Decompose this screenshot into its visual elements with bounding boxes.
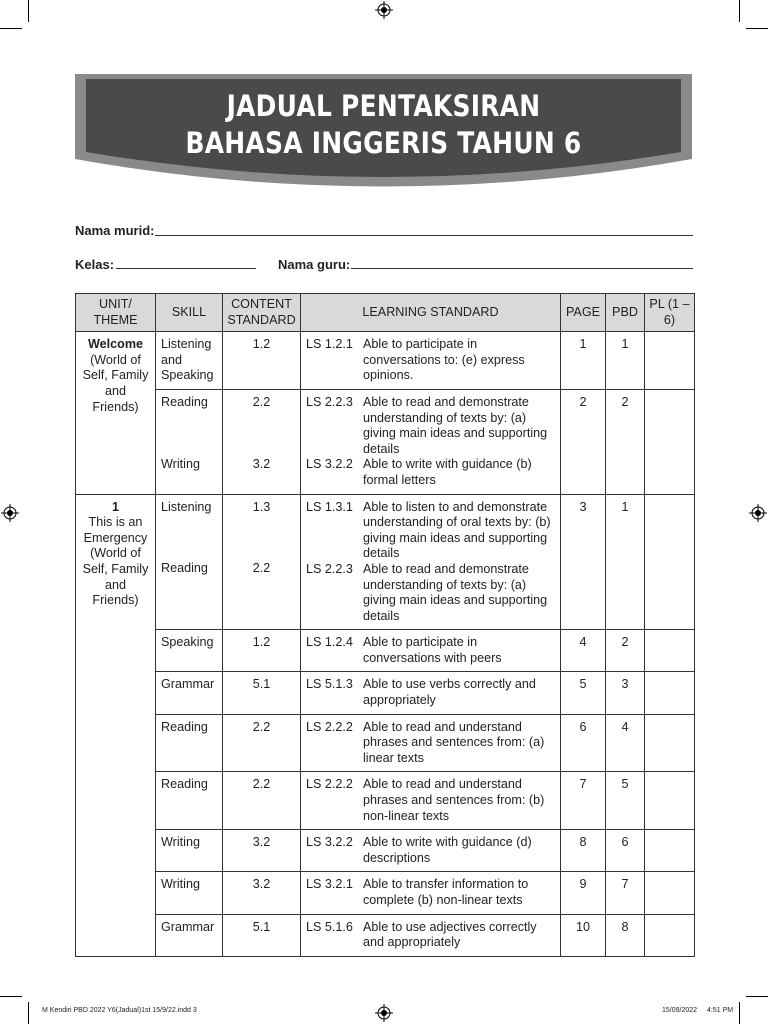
skill-label: Grammar [161,677,215,692]
content-standard-cell [223,872,301,914]
pl-cell[interactable] [645,830,695,872]
unit-name: 1 [111,499,119,514]
title-line-1: JADUAL PENTAKSIRAN [226,89,541,123]
page-cell: 8 [561,830,606,872]
crop-mark [739,1002,740,1024]
skill-cell [156,914,223,956]
learning-standard-description: Able to use adjectives correctly and appropriately [363,919,537,950]
page-cell: 2 [561,389,606,494]
learning-standard-entry [306,337,555,384]
pbd-cell: 1 [606,494,645,630]
learning-standard-code: LS 5.1.3 [306,677,353,692]
crop-mark [746,996,768,997]
pl-cell[interactable] [645,630,695,672]
learning-standard-code: LS 2.2.3 [306,394,353,409]
learning-standard-cell [301,672,561,714]
skill-cell [156,772,223,830]
learning-standard-entry [306,835,555,866]
header-pbd: PBD [606,294,645,332]
pl-cell[interactable] [645,389,695,494]
content-standard-cell [223,672,301,714]
content-standard-value: 5.1 [252,919,271,934]
content-standard-value: 1.2 [252,337,271,352]
table-row [76,714,695,772]
skill-label: Speaking [161,635,214,650]
crop-mark [28,1002,29,1024]
learning-standard-entry [306,777,555,824]
content-standard-value: 2.2 [252,719,271,734]
content-standard-cell [223,830,301,872]
header-content-standard: CONTENT STANDARD [223,294,301,332]
learning-standard-cell [301,714,561,772]
pbd-cell: 4 [606,714,645,772]
pbd-cell: 3 [606,672,645,714]
skill-label: Writing [161,456,200,471]
unit-theme: This is an Emergency (World of Self, Family and Friends) [82,515,149,608]
header-page: PAGE [561,294,606,332]
crop-mark [739,0,740,22]
pl-cell[interactable] [645,714,695,772]
unit-theme: (World of Self, Family and Friends) [82,352,149,414]
learning-standard-code: LS 3.2.1 [306,877,353,892]
teacher-name-field[interactable] [351,268,693,269]
content-standard-cell [223,494,301,630]
content-standard-cell [223,772,301,830]
class-label: Kelas: [75,257,115,272]
pl-cell[interactable] [645,914,695,956]
content-standard-value: 3.2 [252,456,271,471]
learning-standard-code: LS 3.2.2 [306,457,353,472]
skill-label: Reading [161,719,208,734]
registration-mark-icon [375,1004,393,1022]
pbd-cell: 2 [606,630,645,672]
unit-name: Welcome [87,337,144,352]
learning-standard-entry [306,635,555,666]
footer-file-info: M Kendiri PBD 2022 Y6(Jadual)1st 15/9/22.indd 3 [42,1007,197,1014]
table-row [76,872,695,914]
table-row [76,672,695,714]
pl-cell[interactable] [645,672,695,714]
table-row [76,914,695,956]
table-header-row [76,294,695,332]
content-standard-value: 3.2 [252,835,271,850]
skill-label: Reading [161,561,208,576]
skill-label: Listening and Speaking [161,337,214,383]
page-cell: 9 [561,872,606,914]
skill-label: Writing [161,835,200,850]
learning-standard-description: Able to listen to and demonstrate understanding of oral texts by: (b) giving main ideas and supporting details [363,499,551,561]
table-row [76,630,695,672]
learning-standard-entry [306,395,555,457]
table-row [76,494,695,630]
pl-cell[interactable] [645,872,695,914]
table-row [76,830,695,872]
pl-cell[interactable] [645,494,695,630]
student-name-label: Nama murid: [75,223,155,238]
learning-standard-description: Able to use verbs correctly and appropriately [363,677,536,708]
learning-standard-cell [301,830,561,872]
learning-standard-description: Able to read and demonstrate understanding of texts by: (a) giving main ideas and supporting details [363,561,548,623]
learning-standard-cell [301,914,561,956]
footer-time: 4:51 PM [707,1007,734,1014]
content-standard-value: 1.3 [252,499,271,514]
learning-standard-description: Able to participate in conversations to: (e) express opinions. [363,337,525,383]
content-standard-value: 2.2 [252,561,271,576]
learning-standard-cell [301,332,561,390]
content-standard-value: 3.2 [252,877,271,892]
footer-date: 15/09/2022 [662,1007,698,1014]
learning-standard-entry [306,677,555,708]
skill-cell [156,830,223,872]
learning-standard-entry [306,877,555,908]
page-cell: 4 [561,630,606,672]
learning-standard-code: LS 5.1.6 [306,919,353,934]
page-cell: 10 [561,914,606,956]
pbd-cell: 6 [606,830,645,872]
page-cell: 7 [561,772,606,830]
learning-standard-code: LS 3.2.2 [306,835,353,850]
learning-standard-description: Able to transfer information to complete (b) non-linear texts [363,877,529,907]
learning-standard-cell [301,872,561,914]
learning-standard-entry [306,720,555,767]
teacher-name-label: Nama guru: [278,257,351,272]
learning-standard-cell [301,772,561,830]
content-standard-cell [223,630,301,672]
header-learning-standard: LEARNING STANDARD [301,294,561,332]
content-standard-value: 5.1 [252,677,271,692]
learning-standard-entry [306,562,555,624]
skill-cell [156,714,223,772]
skill-cell [156,630,223,672]
assessment-table [75,293,695,957]
content-standard-cell [223,389,301,494]
learning-standard-code: LS 2.2.2 [306,719,353,734]
pbd-cell: 1 [606,332,645,390]
pl-cell[interactable] [645,772,695,830]
unit-cell [76,494,156,956]
content-standard-value: 2.2 [252,394,271,409]
header-pl: PL (1 – 6) [645,294,695,332]
registration-mark-icon [749,504,767,522]
class-field[interactable] [116,268,256,269]
pbd-cell: 2 [606,389,645,494]
learning-standard-description: Able to read and understand phrases and sentences from: (a) linear texts [363,719,545,765]
learning-standard-entry [306,457,555,488]
page-cell: 5 [561,672,606,714]
skill-cell [156,389,223,494]
student-name-field[interactable] [155,235,693,236]
page-cell: 3 [561,494,606,630]
registration-mark-icon [1,504,19,522]
skill-cell [156,872,223,914]
pl-cell[interactable] [645,332,695,390]
learning-standard-code: LS 2.2.3 [306,561,353,576]
skill-cell [156,494,223,630]
content-standard-cell [223,332,301,390]
learning-standard-description: Able to read and demonstrate understanding of texts by: (a) giving main ideas and supporting details [363,394,548,456]
skill-cell [156,672,223,714]
learning-standard-entry [306,500,555,562]
page-cell: 6 [561,714,606,772]
unit-cell [76,332,156,494]
crop-mark [0,28,22,29]
learning-standard-description: Able to participate in conversations with peers [363,635,502,665]
skill-label: Reading [161,777,208,792]
pbd-cell: 5 [606,772,645,830]
page-title [75,88,692,162]
learning-standard-code: LS 1.2.4 [306,635,353,650]
learning-standard-entry [306,920,555,951]
learning-standard-cell [301,630,561,672]
crop-mark [746,28,768,29]
crop-mark [0,996,22,997]
skill-label: Writing [161,877,200,892]
header-unit: UNIT/ THEME [76,294,156,332]
title-line-2: BAHASA INGGERIS TAHUN 6 [185,126,582,160]
learning-standard-description: Able to read and understand phrases and sentences from: (b) non-linear texts [363,777,545,823]
skill-label: Grammar [161,919,215,934]
page-cell: 1 [561,332,606,390]
table-row [76,389,695,494]
learning-standard-code: LS 1.3.1 [306,499,353,514]
skill-label: Listening [161,499,212,514]
crop-mark [28,0,29,22]
learning-standard-description: Able to write with guidance (b) formal letters [363,457,532,487]
learning-standard-cell [301,389,561,494]
content-standard-value: 2.2 [252,777,271,792]
learning-standard-code: LS 2.2.2 [306,777,353,792]
learning-standard-code: LS 1.2.1 [306,337,353,352]
table-row [76,772,695,830]
content-standard-cell [223,714,301,772]
skill-label: Reading [161,394,208,409]
learning-standard-description: Able to write with guidance (d) descriptions [363,835,532,865]
skill-cell [156,332,223,390]
pbd-cell: 7 [606,872,645,914]
content-standard-cell [223,914,301,956]
learning-standard-cell [301,494,561,630]
header-skill: SKILL [156,294,223,332]
registration-mark-icon [375,1,393,19]
content-standard-value: 1.2 [252,635,271,650]
table-row [76,332,695,390]
pbd-cell: 8 [606,914,645,956]
